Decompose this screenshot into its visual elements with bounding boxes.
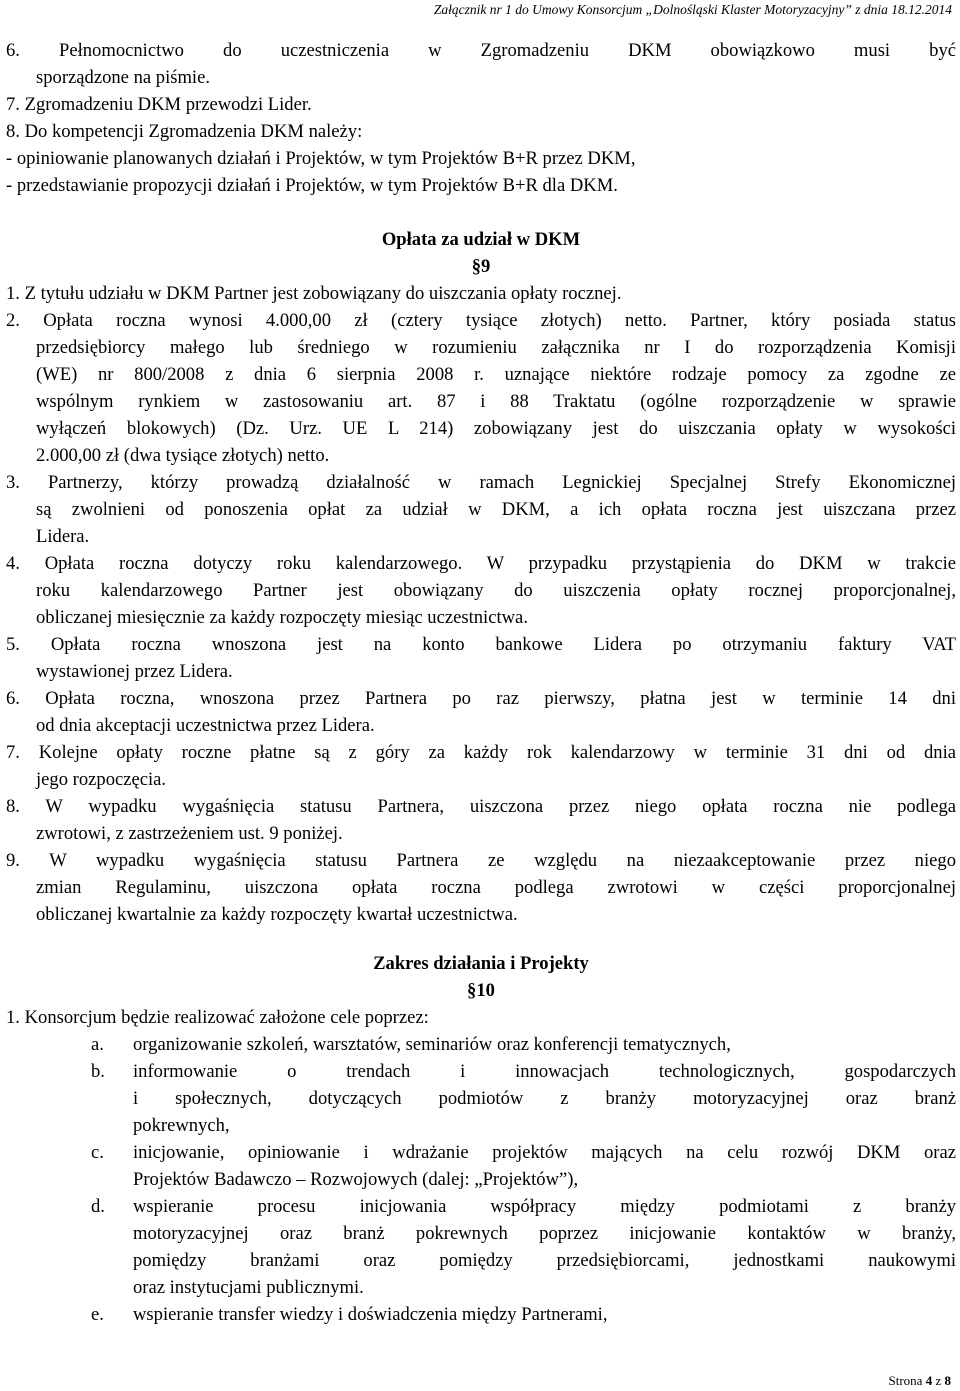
paragraph (6, 118, 956, 145)
paragraph-line: obliczanej miesięcznie za każdy rozpoczęty miesiąc uczestnictwa. (36, 607, 528, 628)
numbered-item (6, 469, 956, 550)
numbered-item (6, 631, 956, 685)
page-header: Załącznik nr 1 do Umowy Konsorcjum „Dolnośląski Klaster Motoryzacyjny” z dnia 18.12.2014 (433, 2, 952, 17)
footer-prefix: Strona (888, 1373, 926, 1388)
paragraph-line: 9. W wypadku wygaśnięcia statusu Partnera ze względu na niezaakceptowanie przez niego (6, 850, 956, 871)
numbered-item (6, 739, 956, 793)
numbered-item (6, 793, 956, 847)
paragraph-line: 2.000,00 zł (dwa tysiące złotych) netto. (36, 445, 330, 466)
section-9-number: §9 (471, 256, 491, 277)
paragraph-line: 3. Partnerzy, którzy prowadzą działalność w ramach Legnickiej Specjalnej Strefy Ekonomicznej (6, 472, 956, 493)
paragraph-line: sporządzone na piśmie. (36, 67, 210, 88)
paragraph-line: przedsiębiorcy małego lub średniego w rozumieniu załącznika nr I do rozporządzenia Komisji (36, 337, 956, 358)
section-10-intro: 1. Konsorcjum będzie realizować założone cele poprzez: (6, 1007, 429, 1028)
sub-item-line: oraz instytucjami publicznymi. (133, 1277, 364, 1298)
sub-item-letter: e. (91, 1304, 104, 1325)
paragraph-line: 8. Do kompetencji Zgromadzenia DKM należy: (6, 121, 363, 142)
numbered-item (6, 847, 956, 928)
sub-item-letter: a. (91, 1034, 104, 1055)
paragraph-line: 6. Pełnomocnictwo do uczestniczenia w Zgromadzeniu DKM obowiązkowo musi być (6, 40, 956, 61)
numbered-item (6, 685, 956, 739)
sub-item-line: wspieranie transfer wiedzy i doświadczenia między Partnerami, e. (6, 1301, 956, 1328)
paragraph (6, 37, 956, 91)
paragraph (6, 91, 956, 118)
sub-item-letter: c. (91, 1142, 104, 1163)
sub-item-line: informowanie o trendach i innowacjach technologicznych, gospodarczych b. (6, 1058, 956, 1085)
paragraph-line: roku kalendarzowego Partner jest obowiązany do uiszczenia opłaty rocznej proporcjonalnej, (36, 580, 956, 601)
paragraph-line: zwrotowi, z zastrzeżeniem ust. 9 poniżej. (36, 823, 343, 844)
section-9-items (6, 280, 956, 928)
paragraph-line: 7. Kolejne opłaty roczne płatne są z góry za każdy rok kalendarzowy w terminie 31 dni od dnia (6, 742, 956, 763)
paragraph-line: jego rozpoczęcia. (36, 769, 167, 790)
paragraph-line: 2. Opłata roczna wynosi 4.000,00 zł (cztery tysiące złotych) netto. Partner, który posiada status (6, 310, 956, 331)
paragraph-line: wspólnym rynkiem w zastosowaniu art. 87 i 88 Traktatu (ogólne rozporządzenie w sprawie (36, 391, 956, 412)
sub-item (6, 1139, 956, 1193)
section-10-title: Zakres działania i Projekty (373, 953, 589, 974)
paragraph-line: 1. Z tytułu udziału w DKM Partner jest zobowiązany do uiszczania opłaty rocznej. (6, 283, 622, 304)
sub-item-line: wspieranie procesu inicjowania współpracy między podmiotami z branży d. (6, 1193, 956, 1220)
paragraph (6, 172, 956, 199)
paragraph-line: wyłączeń blokowych) (Dz. Urz. UE L 214) zobowiązany jest do uiszczania opłaty w wysokości (36, 418, 956, 439)
footer-page-number: 4 (925, 1373, 933, 1388)
paragraph-line: 8. W wypadku wygaśnięcia statusu Partnera, uiszczona przez niego opłata roczna nie podlega (6, 796, 956, 817)
paragraph-line: obliczanej kwartalnie za każdy rozpoczęty kwartał uczestnictwa. (36, 904, 518, 925)
section-9-title: Opłata za udział w DKM (381, 229, 581, 250)
sub-item-line: inicjowanie, opiniowanie i wdrażanie projektów mających na celu rozwój DKM oraz c. (6, 1139, 956, 1166)
sub-item-line: pomiędzy branżami oraz pomiędzy przedsiębiorcami, jednostkami naukowymi (133, 1250, 956, 1271)
sub-item-line: Projektów Badawczo – Rozwojowych (dalej: „Projektów”), (133, 1169, 579, 1190)
sub-item (6, 1193, 956, 1301)
paragraph-line: 6. Opłata roczna, wnoszona przez Partnera po raz pierwszy, płatna jest w terminie 14 dni (6, 688, 956, 709)
sub-item-letter: b. (91, 1061, 105, 1082)
sub-item-line: pokrewnych, (133, 1115, 230, 1136)
document-body (6, 37, 956, 1328)
section-10-number: §10 (467, 980, 495, 1001)
page-footer (889, 1373, 951, 1389)
sub-item-line: motoryzacyjnej oraz branż pokrewnych poprzez inicjowanie kontaktów w branży, (133, 1223, 956, 1244)
paragraph-line: (WE) nr 800/2008 z dnia 6 sierpnia 2008 r. uznające niektóre rodzaje pomocy za zgodne ze (36, 364, 956, 385)
paragraph (6, 145, 956, 172)
top-items (6, 37, 956, 199)
sub-item-line: organizowanie szkoleń, warsztatów, seminariów oraz konferencji tematycznych, a. (6, 1031, 956, 1058)
paragraph-line: 7. Zgromadzeniu DKM przewodzi Lider. (6, 94, 312, 115)
footer-total-pages: 8 (944, 1373, 951, 1388)
sub-item-letter: d. (91, 1196, 105, 1217)
numbered-item (6, 307, 956, 469)
paragraph-line: - przedstawianie propozycji działań i Projektów, w tym Projektów B+R dla DKM. (6, 175, 618, 196)
section-10-subitems (6, 1031, 956, 1328)
paragraph-line: są zwolnieni od ponoszenia opłat za udział w DKM, a ich opłata roczna jest uiszczana przez (36, 499, 956, 520)
paragraph-line: wystawionej przez Lidera. (36, 661, 233, 682)
paragraph-line: od dnia akceptacji uczestnictwa przez Lidera. (36, 715, 375, 736)
paragraph-line: 5. Opłata roczna wnoszona jest na konto bankowe Lidera po otrzymaniu faktury VAT (6, 634, 956, 655)
sub-item (6, 1058, 956, 1139)
paragraph-line: Lidera. (36, 526, 90, 547)
numbered-item (6, 280, 956, 307)
numbered-item (6, 550, 956, 631)
paragraph-line: - opiniowanie planowanych działań i Projektów, w tym Projektów B+R przez DKM, (6, 148, 636, 169)
footer-separator: z (932, 1373, 945, 1388)
sub-item (6, 1031, 956, 1058)
sub-item-line: i społecznych, dotyczących podmiotów z branży motoryzacyjnej oraz branż (133, 1088, 956, 1109)
paragraph-line: zmian Regulaminu, uiszczona opłata roczna podlega zwrotowi w części proporcjonalnej (36, 877, 956, 898)
paragraph-line: 4. Opłata roczna dotyczy roku kalendarzowego. W przypadku przystąpienia do DKM w trakcie (6, 553, 956, 574)
sub-item (6, 1301, 956, 1328)
